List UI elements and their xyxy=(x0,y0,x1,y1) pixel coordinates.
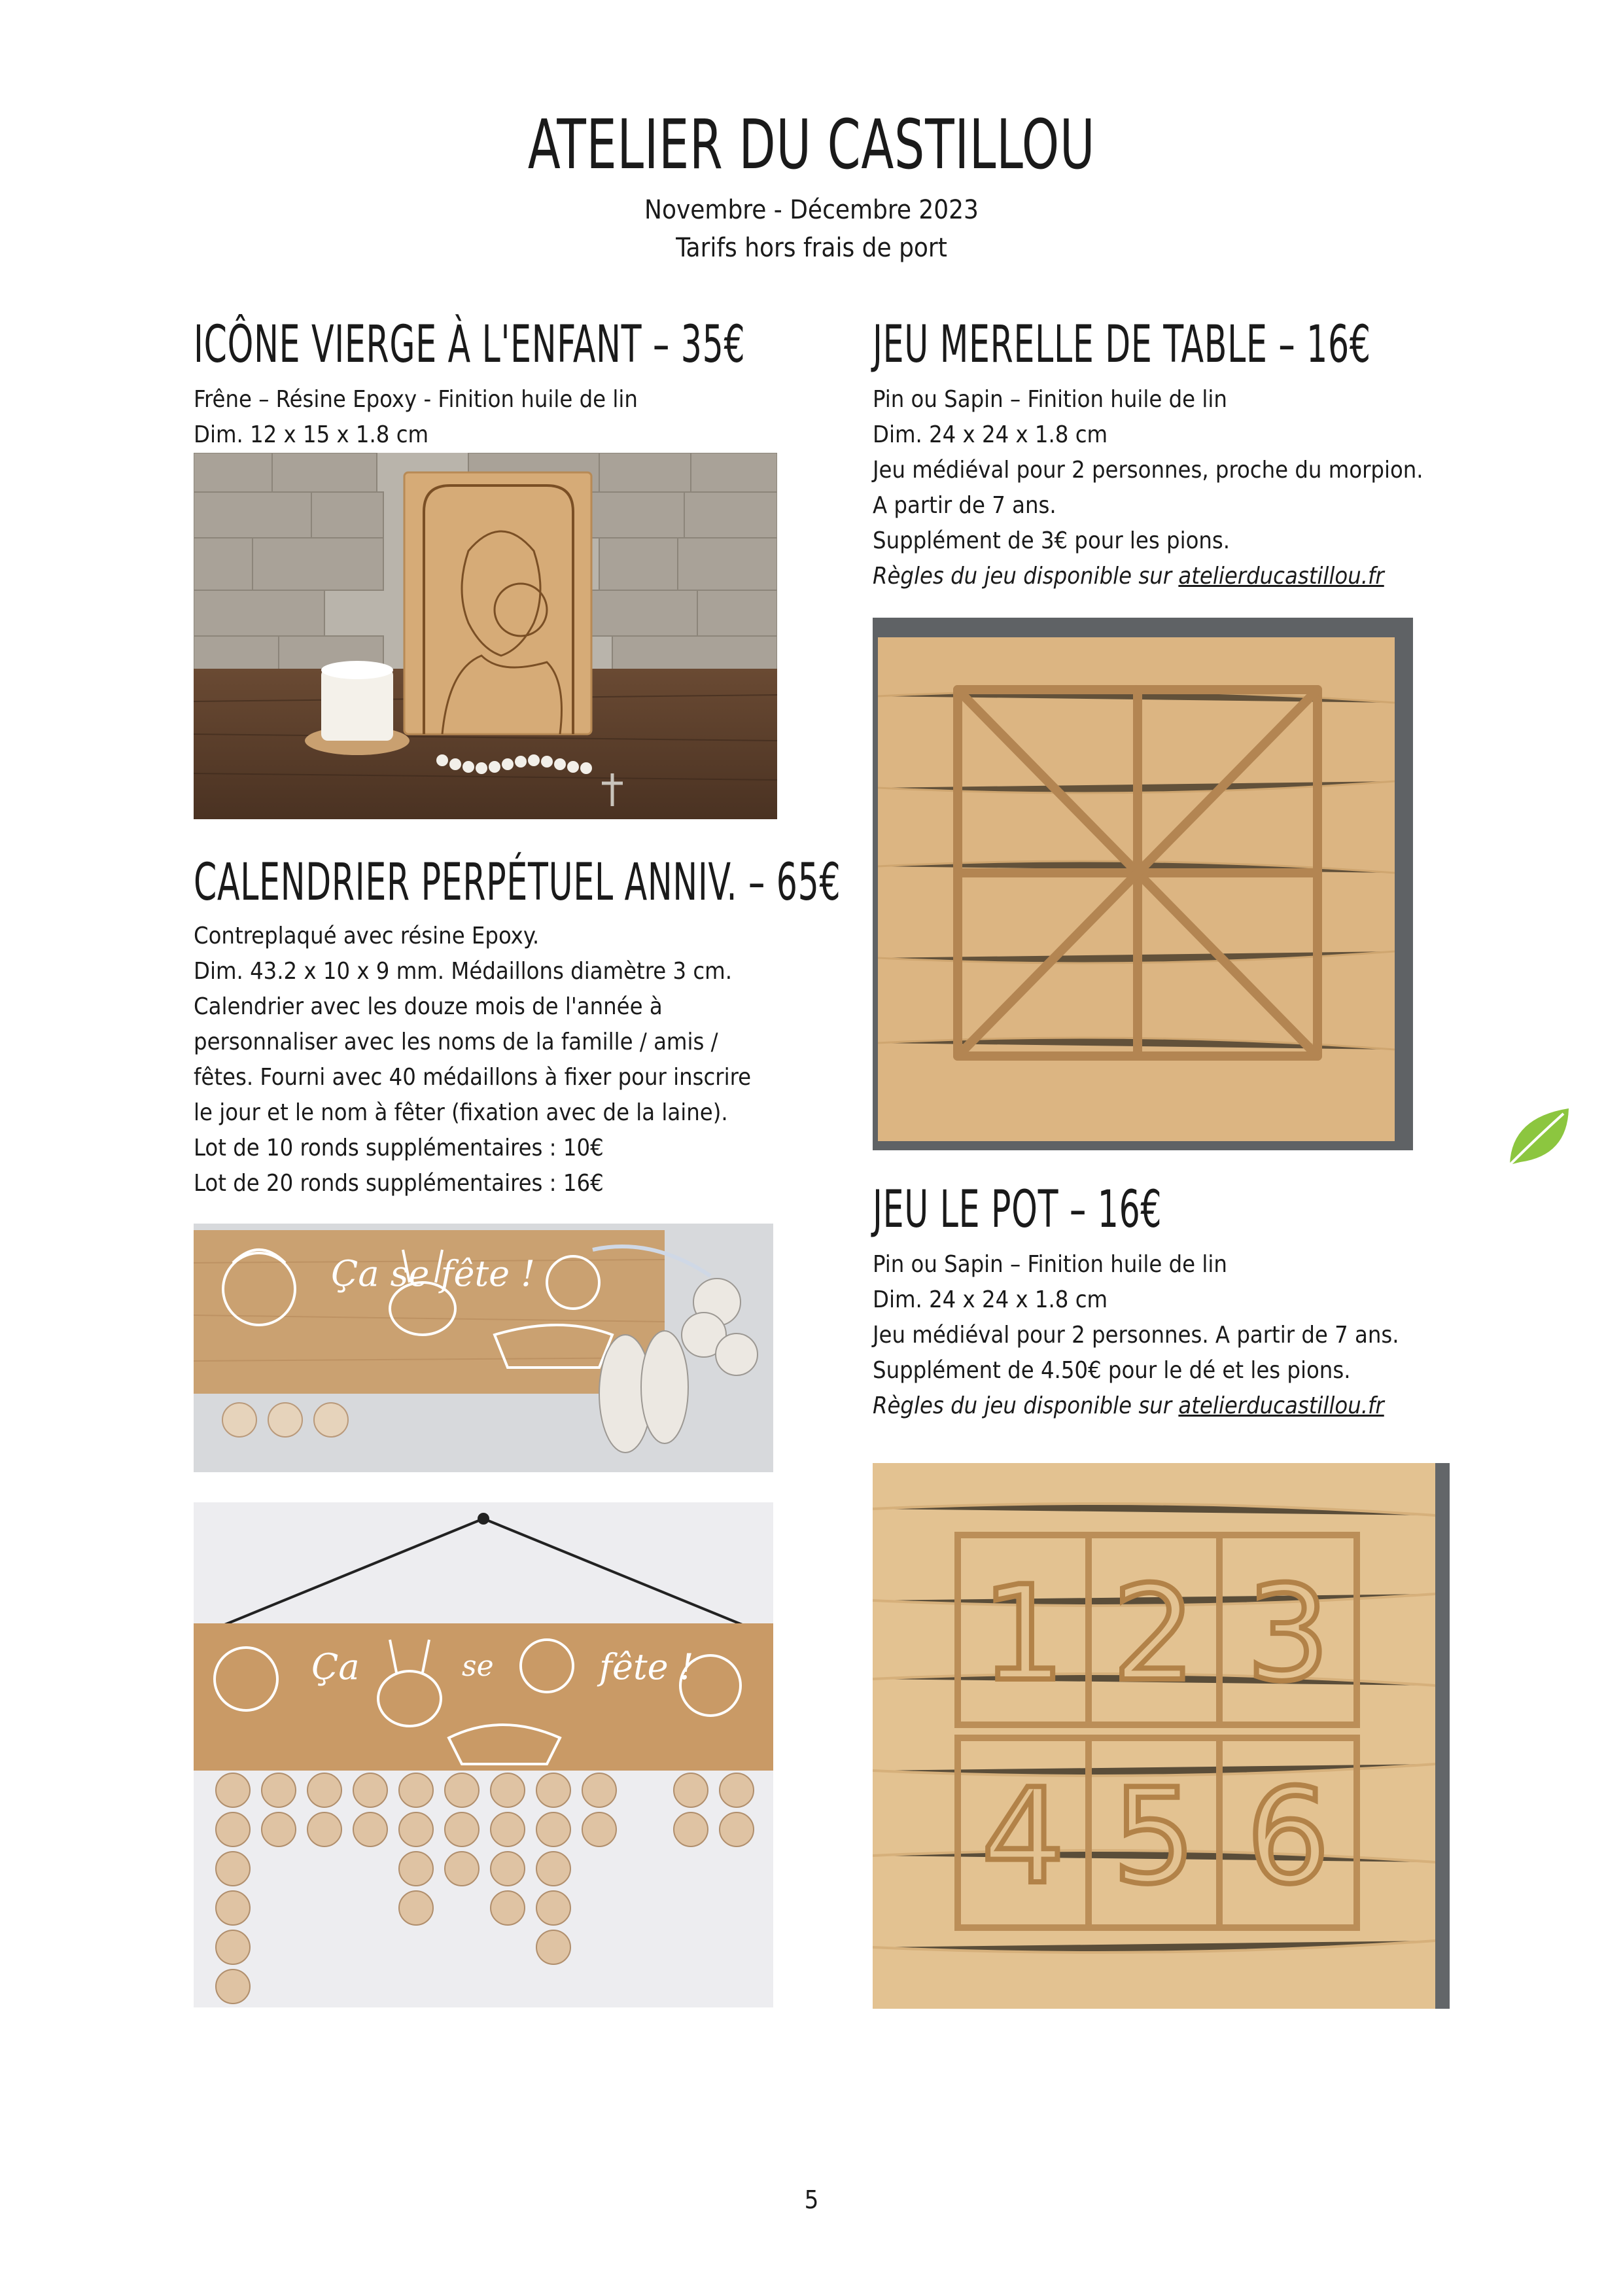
svg-text:Ça: Ça xyxy=(311,1646,360,1687)
board-number: 6 xyxy=(1246,1761,1330,1913)
calendrier-line: fêtes. Fourni avec 40 médaillons à fixer pour inscrire xyxy=(194,1064,752,1091)
board-number: 3 xyxy=(1246,1558,1330,1710)
merelle-rules-prefix: Règles du jeu disponible sur xyxy=(873,563,1179,590)
calendrier-description xyxy=(194,919,751,1201)
period-subtitle: Novembre - Décembre 2023 xyxy=(644,195,979,225)
calendrier-line: Calendrier avec les douze mois de l'année à xyxy=(194,993,663,1020)
merelle-rules xyxy=(873,559,1423,594)
icone-description xyxy=(194,382,638,453)
page-title: ATELIER DU CASTILLOU xyxy=(527,105,1096,185)
icone-line: Frêne – Résine Epoxy - Finition huile de lin xyxy=(194,386,638,413)
board-number: 5 xyxy=(1112,1761,1196,1913)
merelle-photo xyxy=(873,618,1413,1150)
leaf-icon xyxy=(1505,1104,1577,1170)
pot-line: Dim. 24 x 24 x 1.8 cm xyxy=(873,1286,1108,1313)
svg-text:se: se xyxy=(462,1650,494,1683)
calendrier-heading: CALENDRIER PERPÉTUEL ANNIV. – 65€ xyxy=(194,853,841,912)
icone-photo xyxy=(194,453,777,819)
merelle-line: Supplément de 3€ pour les pions. xyxy=(873,527,1230,554)
board-number: 1 xyxy=(981,1558,1065,1710)
merelle-line: Dim. 24 x 24 x 1.8 cm xyxy=(873,421,1108,448)
icone-line: Dim. 12 x 15 x 1.8 cm xyxy=(194,421,429,448)
merelle-line: A partir de 7 ans. xyxy=(873,492,1056,519)
calendrier-line: Lot de 20 ronds supplémentaires : 16€ xyxy=(194,1170,604,1197)
board-number: 4 xyxy=(981,1761,1065,1913)
pot-rules xyxy=(873,1388,1399,1424)
pot-line: Jeu médiéval pour 2 personnes. A partir de 7 ans. xyxy=(873,1322,1399,1349)
calendrier-line: le jour et le nom à fêter (fixation avec de la laine). xyxy=(194,1099,728,1126)
board-text: Ça se fête ! xyxy=(331,1253,535,1294)
icone-heading: ICÔNE VIERGE À L'ENFANT – 35€ xyxy=(194,315,746,374)
merelle-heading: JEU MERELLE DE TABLE – 16€ xyxy=(873,315,1371,374)
pot-line: Supplément de 4.50€ pour le dé et les pions. xyxy=(873,1357,1351,1384)
pot-rules-prefix: Règles du jeu disponible sur xyxy=(873,1392,1179,1419)
calendrier-photo-1 xyxy=(194,1224,773,1472)
pot-rules-link[interactable]: atelierducastillou.fr xyxy=(1178,1392,1384,1419)
svg-text:fête !: fête ! xyxy=(599,1646,694,1687)
pot-photo xyxy=(873,1463,1450,2009)
calendrier-line: Contreplaqué avec résine Epoxy. xyxy=(194,923,540,949)
board-number: 2 xyxy=(1112,1558,1196,1710)
merelle-line: Pin ou Sapin – Finition huile de lin xyxy=(873,386,1227,413)
page-number: 5 xyxy=(804,2185,819,2214)
merelle-line: Jeu médiéval pour 2 personnes, proche du morpion. xyxy=(873,457,1423,484)
calendrier-line: Dim. 43.2 x 10 x 9 mm. Médaillons diamètre 3 cm. xyxy=(194,958,733,985)
merelle-description xyxy=(873,382,1423,594)
pot-line: Pin ou Sapin – Finition huile de lin xyxy=(873,1251,1227,1278)
shipping-note: Tarifs hors frais de port xyxy=(676,233,947,263)
pot-description xyxy=(873,1247,1399,1424)
calendrier-line: Lot de 10 ronds supplémentaires : 10€ xyxy=(194,1135,604,1161)
merelle-rules-link[interactable]: atelierducastillou.fr xyxy=(1178,563,1384,590)
calendrier-photo-2 xyxy=(194,1502,773,2007)
calendrier-line: personnaliser avec les noms de la famille / amis / xyxy=(194,1029,718,1055)
pot-heading: JEU LE POT – 16€ xyxy=(873,1180,1162,1239)
